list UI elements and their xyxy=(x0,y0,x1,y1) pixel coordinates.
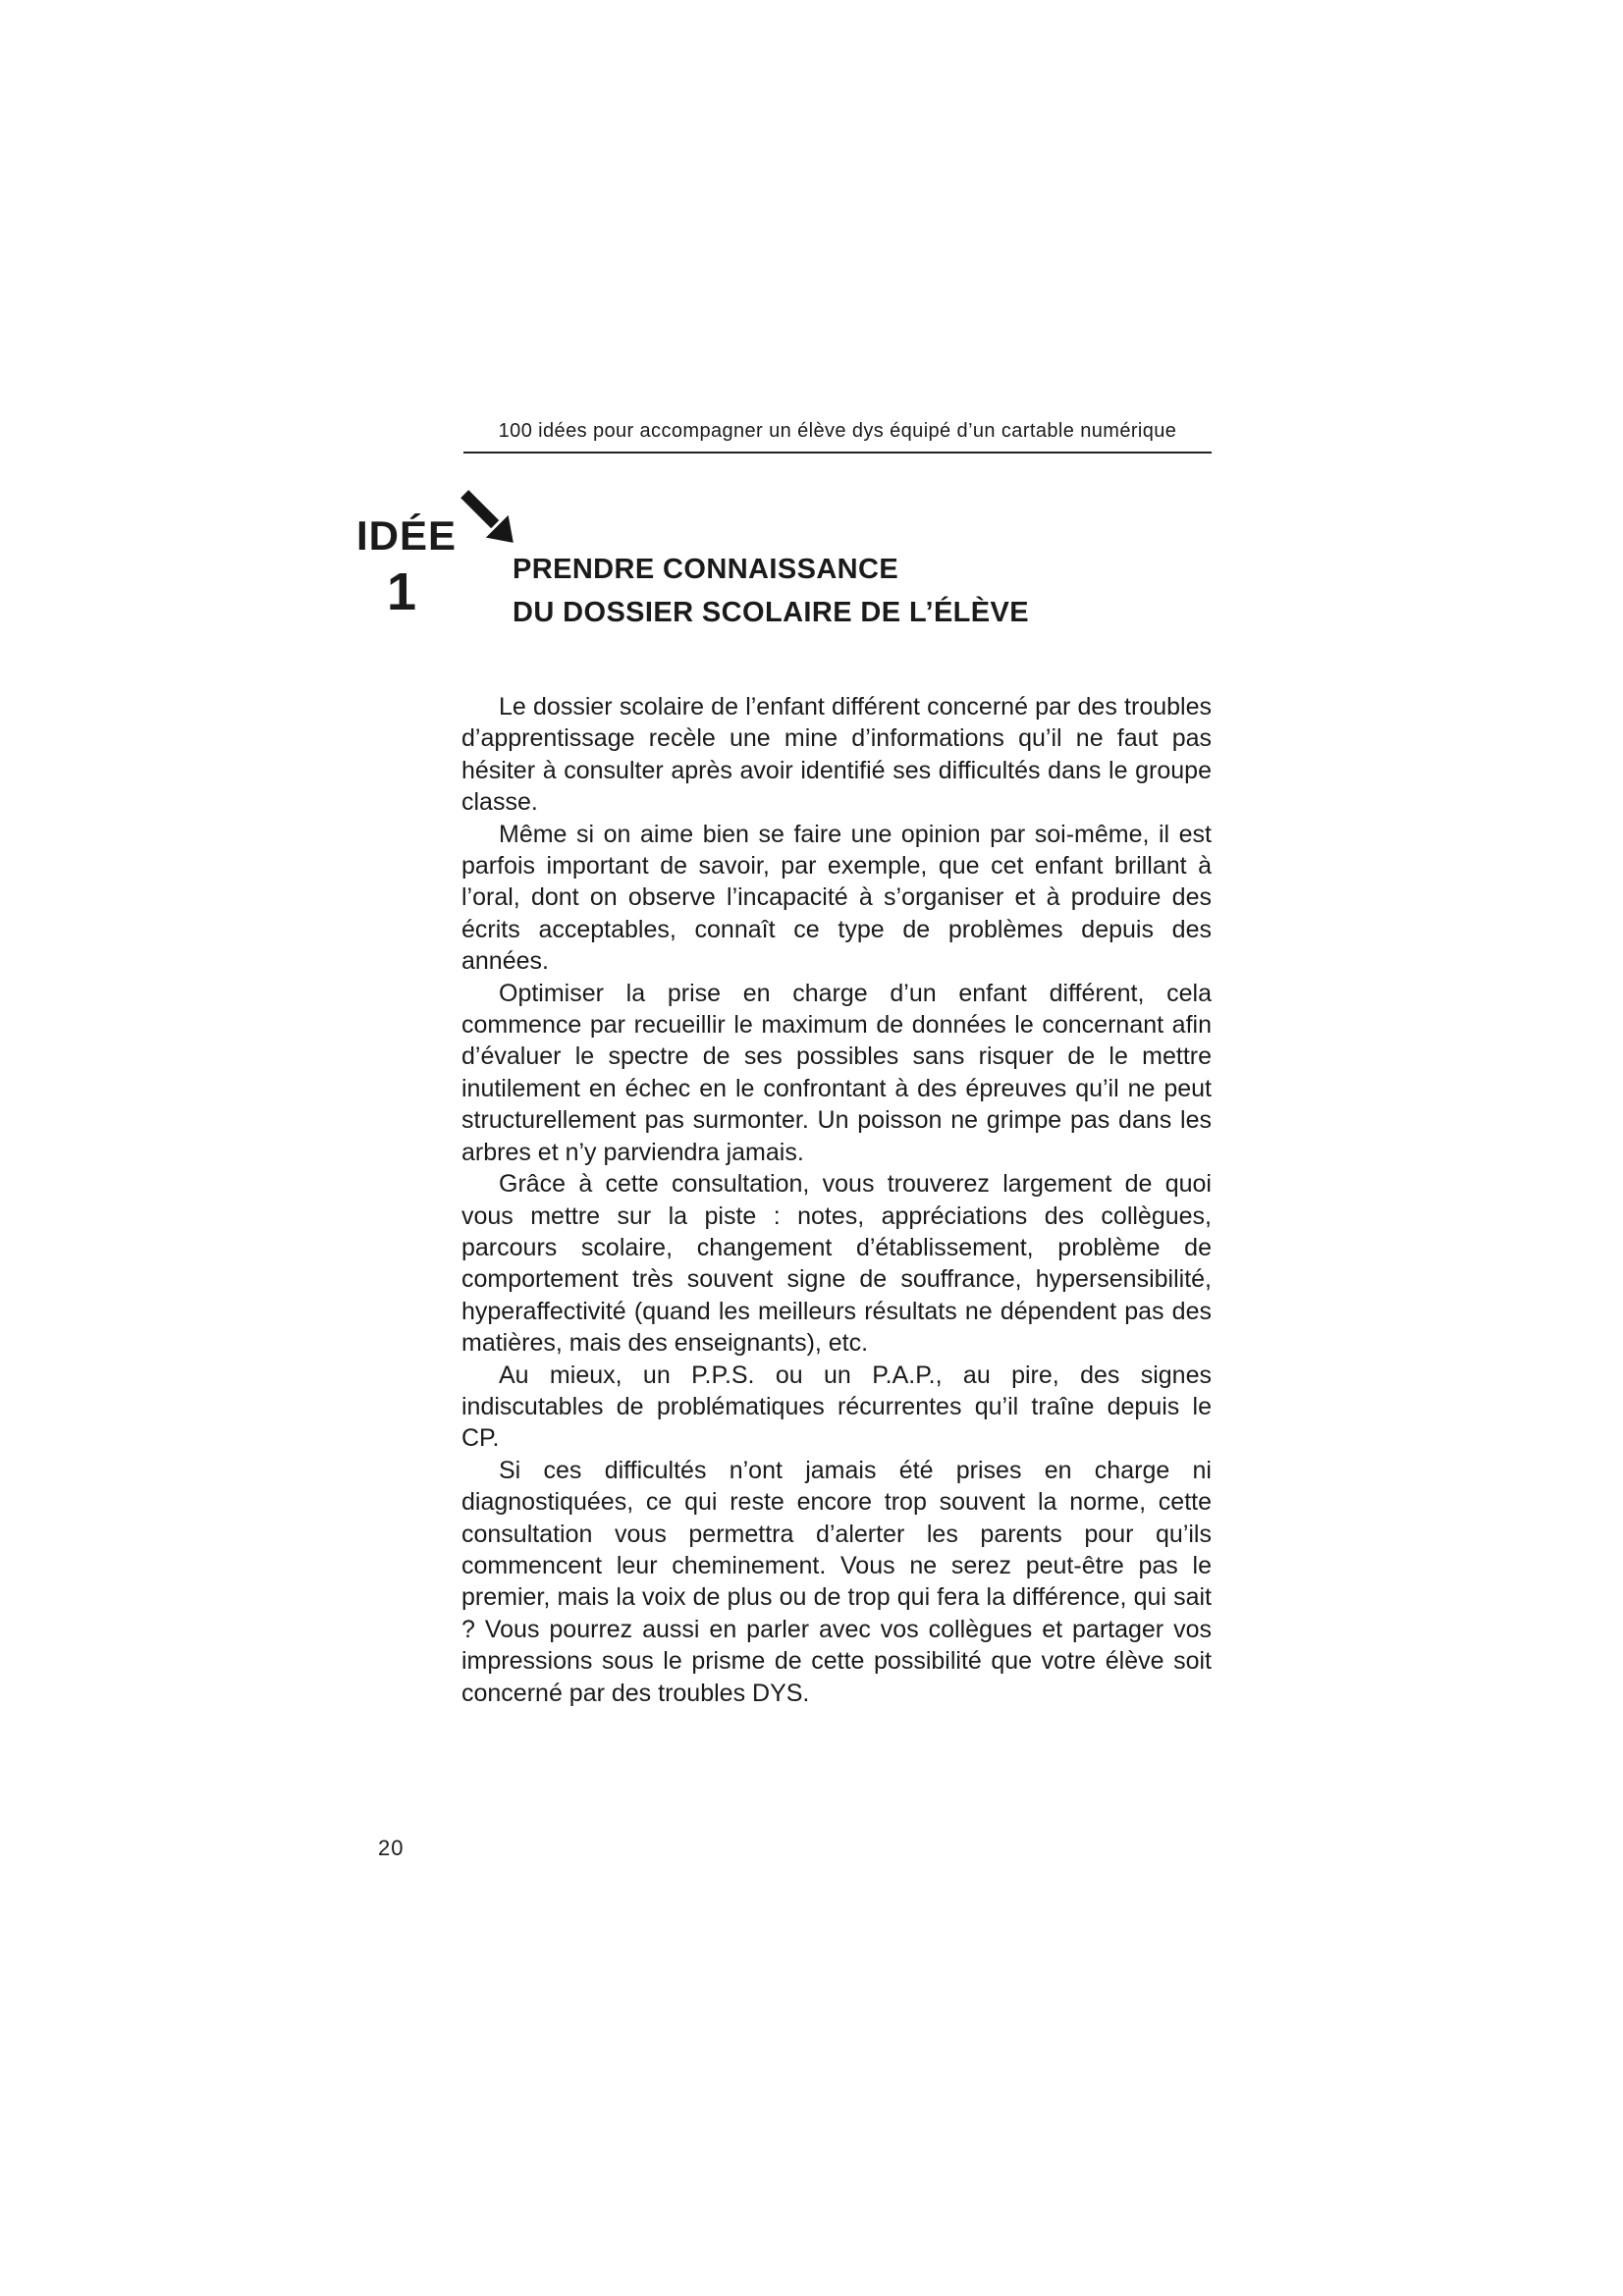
idea-title-line1: PRENDRE CONNAISSANCE xyxy=(513,554,899,585)
idea-title-line2: DU DOSSIER SCOLAIRE DE L’ÉLÈVE xyxy=(513,597,1030,628)
idea-number: 1 xyxy=(387,562,417,621)
paragraph-2: Même si on aime bien se faire une opinion par soi-même, il est parfois important de savoir, par exemple, que cet enfant brillant à l’oral, dont on observe l’incapacité à s’organiser et à produire des écrits acceptables, connaît ce type de problèmes depuis des années. xyxy=(461,820,1212,976)
paragraph-1: Le dossier scolaire de l’enfant différent concerné par des troubles d’apprentissage recèle une mine d’informations qu’il ne faut pas hésiter à consulter après avoir identifié ses difficultés dans le groupe classe. xyxy=(461,693,1212,817)
idea-title xyxy=(513,548,1029,634)
running-head xyxy=(463,420,1212,454)
paragraph-3: Optimiser la prise en charge d’un enfant différent, cela commence par recueillir le maximum de données le concernant afin d’évaluer le spectre de ses possibles sans risquer de le mettre inutilement en échec en le confrontant à des épreuves qu’il ne peut structurellement pas surmonter. Un poisson ne grimpe pas dans les arbres et n’y parviendra jamais. xyxy=(461,979,1212,1166)
paragraph-4: Grâce à cette consultation, vous trouverez largement de quoi vous mettre sur la piste : notes, appréciations des collègues, parcours scolaire, changement d’établissement, problème de comportement très souvent signe de souffrance, hypersensibilité, hyperaffectivité (quand les meilleurs résultats ne dépendent pas des matières, mais des enseignants), etc. xyxy=(461,1170,1212,1358)
idea-label: IDÉE xyxy=(356,512,458,559)
page-number: 20 xyxy=(378,1836,405,1860)
paragraph-5: Au mieux, un P.P.S. ou un P.A.P., au pire, des signes indiscutables de problématiques récurrentes qu’il traîne depuis le CP. xyxy=(461,1361,1212,1453)
diagonal-down-right-arrow-icon xyxy=(460,489,518,548)
running-head-text: 100 idées pour accompagner un élève dys équipé d’un cartable numérique xyxy=(498,420,1177,442)
body-text xyxy=(461,691,1212,1709)
paragraph-6: Si ces difficultés n’ont jamais été prises en charge ni diagnostiquées, ce qui reste encore trop souvent la norme, cette consultation vous permettra d’alerter les parents pour qu’ils commencent leur cheminement. Vous ne serez peut-être pas le premier, mais la voix de plus ou de trop qui fera la différence, qui sait ? Vous pourrez aussi en parler avec vos collègues et partager vos impressions sous le prisme de cette possibilité que votre élève soit concerné par des troubles DYS. xyxy=(461,1456,1212,1707)
